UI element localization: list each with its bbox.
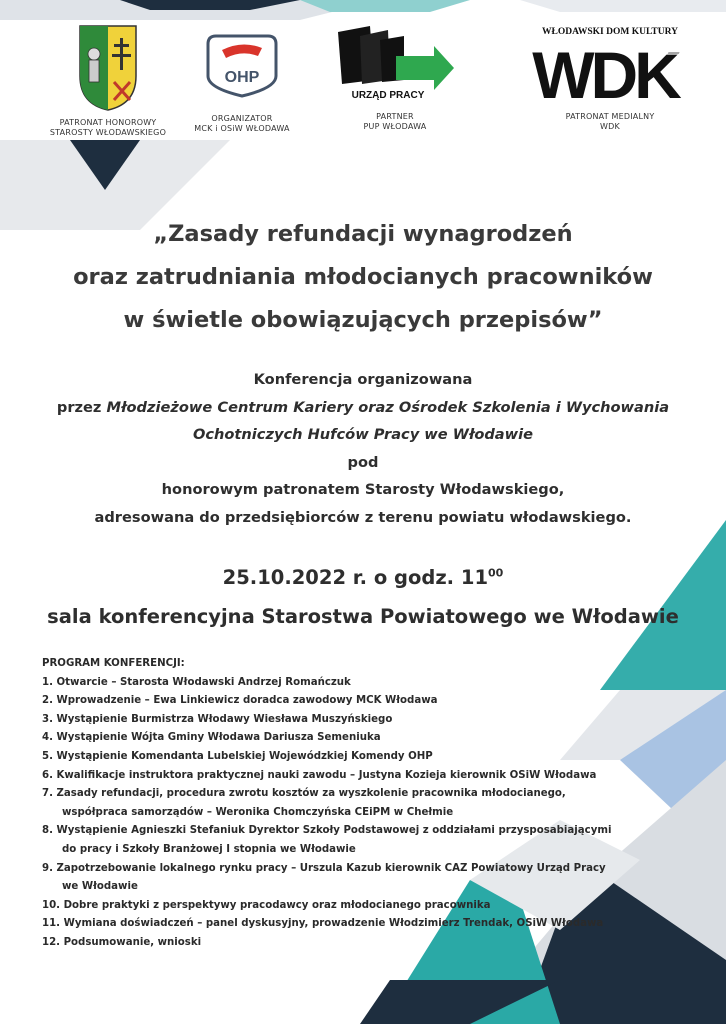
- intro-line-2-italic: Młodzieżowe Centrum Kariery oraz Ośrodek Szkolenia i Wychowania: [106, 398, 670, 416]
- program-item: do pracy i Szkoły Branżowej I stopnia we Włodawie: [62, 843, 356, 855]
- intro-line-2-prefix: przez: [56, 398, 107, 416]
- program-item: 1. Otwarcie – Starosta Włodawski Andrzej Romańczuk: [42, 676, 351, 688]
- wdk-logo-icon: [525, 24, 695, 104]
- program-item: we Włodawie: [62, 881, 138, 893]
- event-date: [0, 566, 726, 589]
- program-item: 6. Kwalifikacje instruktora praktycznej nauki zawodu – Justyna Kozieja kierownik OSiW Włodawa: [42, 769, 597, 781]
- program-item: 4. Wystąpienie Wójta Gminy Włodawa Dariusza Semeniuka: [42, 732, 381, 744]
- program-item: 5. Wystąpienie Komendanta Lubelskiej Wojewódzkiej Komendy OHP: [42, 750, 433, 762]
- wdk-text: WDK: [532, 38, 678, 104]
- program-item: 7. Zasady refundacji, procedura zwrotu kosztów za wyszkolenie pracownika młodocianego,: [42, 788, 566, 800]
- ohp-caption-2: MCK i OSiW WŁODAWA: [194, 124, 290, 133]
- program-item: 10. Dobre praktyki z perspektywy pracodawcy oraz młodocianego pracownika: [42, 899, 491, 911]
- intro-line-5: honorowym patronatem Starosty Włodawskiego,: [161, 481, 565, 498]
- urzad-pracy-logo-block: [325, 0, 465, 132]
- starosta-logo-block: [38, 0, 178, 138]
- intro: [0, 366, 726, 531]
- urzad-caption-1: PARTNER: [376, 112, 414, 121]
- title-line-1: „Zasady refundacji wynagrodzeń: [153, 221, 573, 247]
- program-item: 3. Wystąpienie Burmistrza Włodawy Wiesława Muszyńskiego: [42, 713, 393, 725]
- program-item: 8. Wystąpienie Agnieszki Stefaniuk Dyrektor Szkoły Podstawowej z oddziałami przysposabiającymi: [42, 825, 612, 837]
- starosta-caption-2: STAROSTY WŁODAWSKIEGO: [49, 128, 167, 137]
- wdk-caption-1: PATRONAT MEDIALNY: [565, 112, 655, 121]
- intro-line-1: Konferencja organizowana: [253, 371, 473, 388]
- starosta-crest-icon: [78, 24, 138, 112]
- event-venue: sala konferencyjna Starostwa Powiatowego we Włodawie: [47, 605, 679, 628]
- urzad-pracy-text: URZĄD PRACY: [351, 90, 425, 101]
- title-line-2: oraz zatrudniania młodocianych pracowników: [73, 264, 653, 290]
- ohp-logo-block: [172, 0, 312, 134]
- title-line-3: w świetle obowiązujących przepisów”: [123, 307, 603, 333]
- program-item: 12. Podsumowanie, wnioski: [42, 936, 202, 948]
- event-time-sup: 00: [488, 566, 504, 580]
- intro-line-6: adresowana do przedsiębiorców z terenu powiatu włodawskiego.: [94, 508, 632, 526]
- title: [0, 213, 726, 342]
- wdk-logo-block: [520, 0, 700, 132]
- program-item: 9. Zapotrzebowanie lokalnego rynku pracy – Urszula Kazub kierownik CAZ Powiatowy Urząd Pracy: [42, 862, 606, 874]
- intro-line-3: [0, 421, 726, 449]
- intro-line-3-italic: Ochotniczych Hufców Pracy we Włodawie: [192, 426, 534, 443]
- program-heading: PROGRAM KONFERENCJI:: [42, 658, 185, 669]
- program-item: 11. Wymiana doświadczeń – panel dyskusyjny, prowadzenie Włodzimierz Trendak, OSiW Włodawa: [42, 918, 604, 930]
- program-item: współpraca samorządów – Weronika Chomczyńska CEiPM w Chełmie: [62, 806, 454, 818]
- program: [42, 655, 682, 953]
- wdk-heading: WŁODAWSKI DOM KULTURY: [541, 27, 679, 37]
- ohp-caption-1: ORGANIZATOR: [211, 114, 273, 123]
- wdk-caption-2: WDK: [600, 122, 620, 131]
- urzad-pracy-logo-icon: [330, 22, 460, 102]
- intro-line-2: [0, 394, 726, 422]
- urzad-caption-2: PUP WŁODAWA: [363, 122, 427, 131]
- program-item: 2. Wprowadzenie – Ewa Linkiewicz doradca zawodowy MCK Włodawa: [42, 695, 438, 707]
- intro-line-4: pod: [347, 453, 379, 471]
- starosta-caption-1: PATRONAT HONOROWY: [59, 118, 157, 127]
- ohp-text: OHP: [224, 69, 260, 86]
- event-date-text: 25.10.2022 r. o godz. 11: [222, 566, 489, 589]
- ohp-logo-icon: [202, 30, 282, 100]
- program-list: [42, 674, 682, 953]
